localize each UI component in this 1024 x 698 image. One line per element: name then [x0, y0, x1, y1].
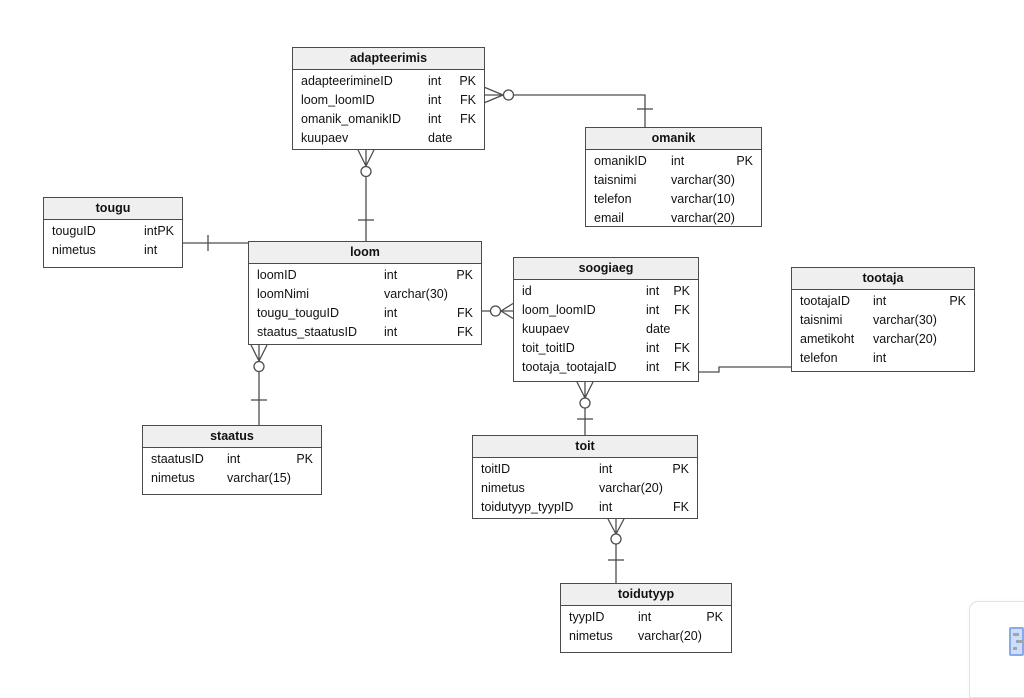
table-title: adapteerimis [293, 48, 484, 70]
field-row [792, 311, 974, 330]
field-type: int [144, 224, 158, 238]
field-row [514, 339, 698, 358]
field-key: PK [706, 610, 723, 624]
field-type: date [646, 322, 671, 336]
entity-table-toidutyyp [560, 583, 732, 653]
field-field: taisnimi [800, 313, 843, 327]
field-row [586, 171, 761, 190]
field-row [473, 479, 697, 498]
field-row [249, 266, 481, 285]
field-type: varchar(20) [873, 332, 937, 346]
field-type: int [384, 325, 398, 339]
edge-adapteerimis-omanik [485, 88, 653, 128]
field-row [561, 608, 731, 627]
table-title: toidutyyp [561, 584, 731, 606]
field-type: int [638, 610, 652, 624]
crows-foot [485, 88, 503, 103]
field-type: int [599, 462, 613, 476]
entity-table-staatus [142, 425, 322, 495]
field-type: int [428, 112, 442, 126]
field-row [586, 209, 761, 228]
field-key: PK [456, 268, 473, 282]
crows-foot [358, 150, 374, 166]
field-type: varchar(30) [384, 287, 448, 301]
field-field: nimetus [151, 471, 195, 485]
field-type: int [646, 341, 660, 355]
table-title: toit [473, 436, 697, 458]
field-type: int [384, 306, 398, 320]
field-field: touguID [52, 224, 96, 238]
field-field: email [594, 211, 624, 225]
field-key: FK [673, 500, 689, 514]
entity-table-loom [248, 241, 482, 345]
field-type: varchar(20) [638, 629, 702, 643]
field-field: toidutyyp_tyypID [481, 500, 574, 514]
circle-marker [611, 534, 621, 544]
field-type: int [646, 303, 660, 317]
field-type: varchar(20) [599, 481, 663, 495]
field-key: PK [459, 74, 476, 88]
field-key: PK [157, 224, 174, 238]
field-type: int [227, 452, 241, 466]
field-type: int [646, 284, 660, 298]
field-field: staatus_staatusID [257, 325, 358, 339]
edge-loom-staatus [251, 345, 267, 425]
table-body [473, 458, 697, 517]
field-field: loomNimi [257, 287, 310, 301]
table-body [586, 150, 761, 228]
field-field: telefon [800, 351, 838, 365]
field-type: varchar(30) [671, 173, 735, 187]
field-key: PK [296, 452, 313, 466]
field-row [514, 282, 698, 301]
field-type: int [428, 93, 442, 107]
edge-tougu-loom [183, 235, 248, 251]
entity-table-tootaja [791, 267, 975, 372]
field-type: int [384, 268, 398, 282]
field-field: tougu_touguID [257, 306, 340, 320]
field-row [792, 349, 974, 368]
field-field: taisnimi [594, 173, 637, 187]
field-field: loom_loomID [301, 93, 375, 107]
minimap-icon[interactable] [1009, 627, 1024, 656]
table-title: omanik [586, 128, 761, 150]
crows-foot [501, 304, 513, 319]
minimap-shape [1016, 640, 1023, 643]
field-field: tootaja_tootajaID [522, 360, 617, 374]
field-key: PK [736, 154, 753, 168]
field-type: int [428, 74, 442, 88]
field-field: loom_loomID [522, 303, 596, 317]
table-title: tougu [44, 198, 182, 220]
field-field: nimetus [569, 629, 613, 643]
field-key: PK [949, 294, 966, 308]
field-row [586, 190, 761, 209]
field-field: omanikID [594, 154, 647, 168]
field-row [143, 469, 321, 488]
entity-table-adapteerimis [292, 47, 485, 150]
field-field: ametikoht [800, 332, 855, 346]
field-field: nimetus [481, 481, 525, 495]
field-field: kuupaev [522, 322, 570, 336]
field-row [561, 627, 731, 646]
circle-marker [361, 167, 371, 177]
field-type: varchar(20) [671, 211, 735, 225]
field-field: omanik_omanikID [301, 112, 402, 126]
field-field: staatusID [151, 452, 204, 466]
field-row [473, 460, 697, 479]
circle-marker [254, 362, 264, 372]
crows-foot [608, 519, 624, 534]
field-type: int [873, 351, 887, 365]
field-key: FK [674, 360, 690, 374]
edge-adapteerimis-loom [358, 150, 374, 241]
field-key: PK [672, 462, 689, 476]
field-type: varchar(30) [873, 313, 937, 327]
field-row [792, 330, 974, 349]
field-type: int [144, 243, 158, 257]
crows-foot [251, 345, 267, 361]
edge-loom-soogiaeg [482, 304, 513, 319]
field-row [792, 292, 974, 311]
field-row [514, 320, 698, 339]
edge-toit-toidutyyp [608, 519, 624, 583]
field-key: FK [457, 325, 473, 339]
field-type: varchar(15) [227, 471, 291, 485]
field-row [249, 285, 481, 304]
field-field: telefon [594, 192, 632, 206]
field-field: id [522, 284, 532, 298]
field-row [249, 304, 481, 323]
field-type: int [671, 154, 685, 168]
field-row [143, 450, 321, 469]
table-title: staatus [143, 426, 321, 448]
field-row [293, 91, 484, 110]
table-body [143, 448, 321, 488]
field-field: adapteerimineID [301, 74, 393, 88]
table-body [561, 606, 731, 646]
minimap-shape [1013, 633, 1019, 636]
circle-marker [580, 398, 590, 408]
field-row [586, 152, 761, 171]
edge-soogiaeg-tootaja [699, 367, 791, 372]
table-body [293, 70, 484, 148]
field-type: date [428, 131, 453, 145]
field-key: PK [673, 284, 690, 298]
field-field: kuupaev [301, 131, 349, 145]
field-row [514, 301, 698, 320]
table-title: soogiaeg [514, 258, 698, 280]
field-row [293, 129, 484, 148]
table-body [44, 220, 182, 260]
table-body [249, 264, 481, 342]
field-field: toit_toitID [522, 341, 575, 355]
field-type: int [646, 360, 660, 374]
table-title: tootaja [792, 268, 974, 290]
field-type: int [873, 294, 887, 308]
entity-table-soogiaeg [513, 257, 699, 382]
field-field: tootajaID [800, 294, 851, 308]
field-row [514, 358, 698, 377]
field-key: FK [457, 306, 473, 320]
field-type: varchar(10) [671, 192, 735, 206]
table-body [792, 290, 974, 368]
field-row [249, 323, 481, 342]
field-field: toitID [481, 462, 511, 476]
field-field: nimetus [52, 243, 96, 257]
field-key: FK [674, 303, 690, 317]
entity-table-omanik [585, 127, 762, 227]
minimap-shape [1013, 647, 1017, 650]
field-field: tyypID [569, 610, 605, 624]
entity-table-tougu [43, 197, 183, 268]
field-row [293, 110, 484, 129]
entity-table-toit [472, 435, 698, 519]
table-body [514, 280, 698, 377]
field-key: FK [460, 93, 476, 107]
field-row [293, 72, 484, 91]
table-title: loom [249, 242, 481, 264]
field-row [44, 222, 182, 241]
edge-soogiaeg-toit [577, 382, 593, 435]
crows-foot [577, 382, 593, 398]
field-type: int [599, 500, 613, 514]
circle-marker [491, 306, 501, 316]
field-row [44, 241, 182, 260]
field-row [473, 498, 697, 517]
field-key: FK [674, 341, 690, 355]
circle-marker [504, 90, 514, 100]
field-field: loomID [257, 268, 297, 282]
field-key: FK [460, 112, 476, 126]
